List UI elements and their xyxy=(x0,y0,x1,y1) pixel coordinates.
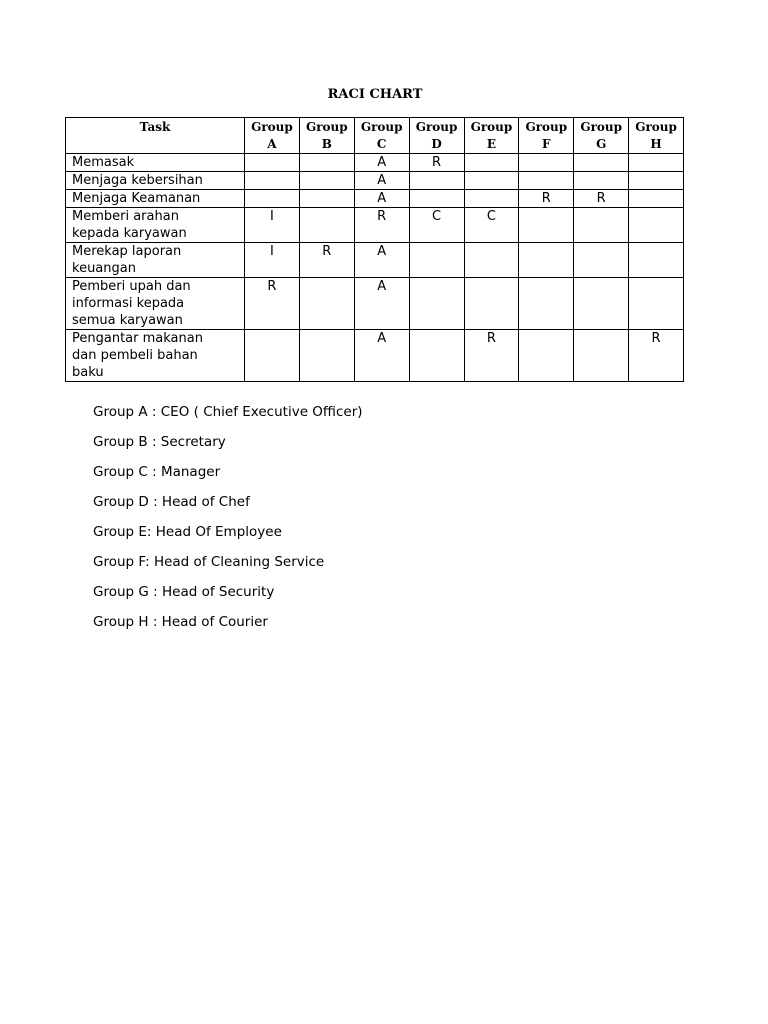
raci-cell xyxy=(464,172,519,190)
raci-cell xyxy=(464,190,519,208)
raci-cell: A xyxy=(354,172,409,190)
raci-cell xyxy=(519,243,574,278)
raci-cell xyxy=(299,154,354,172)
table-header-row xyxy=(66,118,684,154)
raci-cell: R xyxy=(629,330,684,382)
group-column-header: Group B xyxy=(299,118,354,154)
raci-cell xyxy=(464,154,519,172)
raci-cell xyxy=(519,172,574,190)
raci-cell: A xyxy=(354,330,409,382)
raci-cell xyxy=(574,208,629,243)
raci-cell xyxy=(409,190,464,208)
legend-item: Group E: Head Of Employee xyxy=(93,524,282,540)
raci-cell: R xyxy=(245,278,300,330)
legend-item: Group G : Head of Security xyxy=(93,584,275,600)
raci-cell xyxy=(299,190,354,208)
raci-cell: I xyxy=(245,243,300,278)
raci-cell xyxy=(629,172,684,190)
raci-cell xyxy=(519,208,574,243)
table-row xyxy=(66,278,684,330)
raci-cell xyxy=(574,330,629,382)
raci-cell xyxy=(629,278,684,330)
group-legend xyxy=(93,403,363,643)
raci-cell xyxy=(574,154,629,172)
task-cell: Pengantar makanan dan pembeli bahan baku xyxy=(66,330,245,382)
raci-cell xyxy=(299,208,354,243)
raci-cell: R xyxy=(574,190,629,208)
group-column-header: Group F xyxy=(519,118,574,154)
raci-cell: A xyxy=(354,278,409,330)
legend-item: Group F: Head of Cleaning Service xyxy=(93,554,325,570)
raci-cell xyxy=(245,190,300,208)
legend-item: Group D : Head of Chef xyxy=(93,494,250,510)
group-column-header: Group C xyxy=(354,118,409,154)
raci-cell xyxy=(574,243,629,278)
raci-cell: R xyxy=(519,190,574,208)
raci-cell: R xyxy=(299,243,354,278)
raci-cell xyxy=(299,172,354,190)
raci-cell xyxy=(629,190,684,208)
raci-cell xyxy=(464,278,519,330)
raci-cell xyxy=(629,154,684,172)
raci-cell xyxy=(245,154,300,172)
raci-cell: C xyxy=(409,208,464,243)
group-column-header: Group A xyxy=(245,118,300,154)
task-cell: Merekap laporan keuangan xyxy=(66,243,245,278)
table-row xyxy=(66,190,684,208)
legend-item: Group A : CEO ( Chief Executive Officer) xyxy=(93,404,363,420)
table-row xyxy=(66,330,684,382)
raci-cell xyxy=(574,278,629,330)
raci-cell: A xyxy=(354,243,409,278)
raci-cell: R xyxy=(409,154,464,172)
legend-item: Group C : Manager xyxy=(93,464,221,480)
task-cell: Menjaga Keamanan xyxy=(66,190,245,208)
raci-cell xyxy=(409,278,464,330)
raci-cell xyxy=(519,330,574,382)
raci-cell xyxy=(464,243,519,278)
raci-cell: R xyxy=(354,208,409,243)
raci-cell xyxy=(409,172,464,190)
raci-cell xyxy=(299,330,354,382)
raci-cell xyxy=(245,172,300,190)
task-cell: Menjaga kebersihan xyxy=(66,172,245,190)
page-title: RACI CHART xyxy=(327,87,423,102)
raci-cell xyxy=(409,330,464,382)
task-cell: Memberi arahan kepada karyawan xyxy=(66,208,245,243)
group-column-header: Group D xyxy=(409,118,464,154)
raci-cell xyxy=(299,278,354,330)
task-column-header: Task xyxy=(66,118,245,154)
raci-cell xyxy=(629,208,684,243)
group-column-header: Group E xyxy=(464,118,519,154)
task-cell: Pemberi upah dan informasi kepada semua karyawan xyxy=(66,278,245,330)
table-row xyxy=(66,208,684,243)
raci-cell xyxy=(519,154,574,172)
raci-cell: I xyxy=(245,208,300,243)
raci-cell: C xyxy=(464,208,519,243)
raci-cell xyxy=(519,278,574,330)
task-cell: Memasak xyxy=(66,154,245,172)
group-column-header: Group H xyxy=(629,118,684,154)
table-row xyxy=(66,172,684,190)
raci-table xyxy=(65,117,684,382)
group-column-header: Group G xyxy=(574,118,629,154)
table-row xyxy=(66,243,684,278)
raci-cell xyxy=(245,330,300,382)
legend-item: Group B : Secretary xyxy=(93,434,226,450)
raci-cell: R xyxy=(464,330,519,382)
table-row xyxy=(66,154,684,172)
raci-cell xyxy=(629,243,684,278)
legend-item: Group H : Head of Courier xyxy=(93,614,268,630)
raci-cell: A xyxy=(354,190,409,208)
raci-cell xyxy=(409,243,464,278)
raci-cell xyxy=(574,172,629,190)
raci-cell: A xyxy=(354,154,409,172)
